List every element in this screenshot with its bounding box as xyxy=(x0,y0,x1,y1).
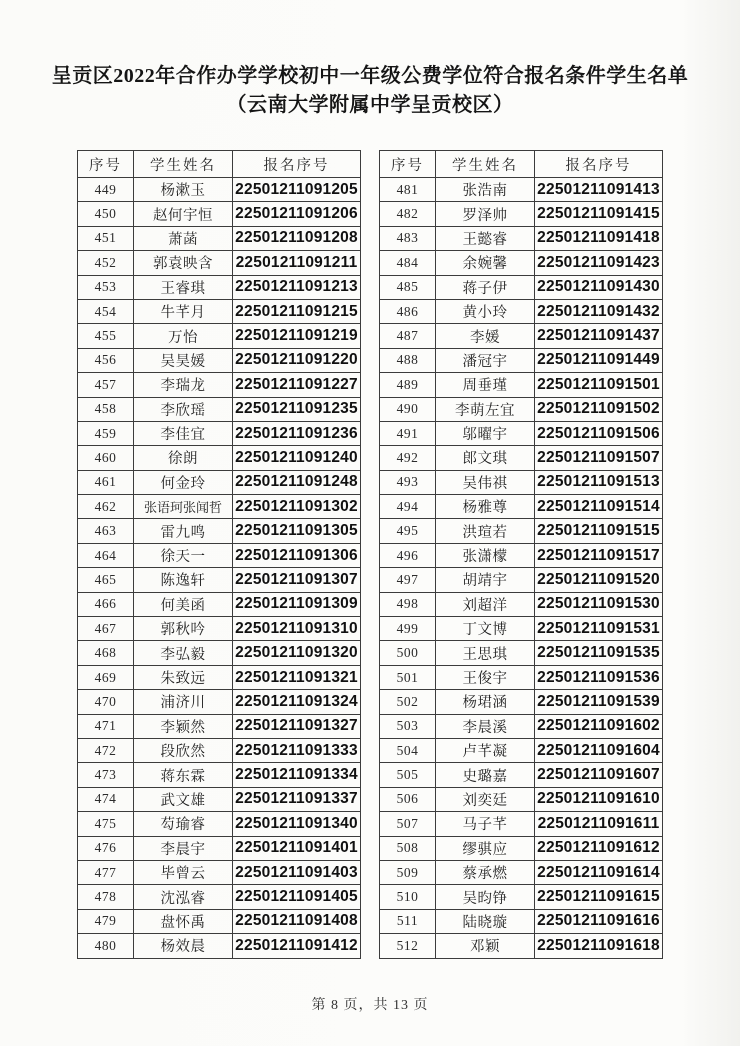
seq-cell: 500 xyxy=(380,641,436,665)
student-name-cell: 何美函 xyxy=(134,592,233,616)
registration-number-cell: 22501211091208 xyxy=(233,226,361,250)
registration-number-cell: 22501211091612 xyxy=(535,836,663,860)
student-name-cell: 李佳宜 xyxy=(134,421,233,445)
seq-cell: 482 xyxy=(380,202,436,226)
registration-number-cell: 22501211091515 xyxy=(535,519,663,543)
student-row xyxy=(78,665,361,689)
seq-cell: 494 xyxy=(380,495,436,519)
registration-number-cell: 22501211091302 xyxy=(233,495,361,519)
student-row xyxy=(380,324,663,348)
student-row xyxy=(380,738,663,762)
registration-number-cell: 22501211091324 xyxy=(233,690,361,714)
student-name-cell: 潘冠宇 xyxy=(436,348,535,372)
student-row xyxy=(380,836,663,860)
student-name-cell: 蔡承燃 xyxy=(436,860,535,884)
student-row xyxy=(380,860,663,884)
registration-number-cell: 22501211091240 xyxy=(233,446,361,470)
student-name-cell: 王懿睿 xyxy=(436,226,535,250)
registration-number-cell: 22501211091502 xyxy=(535,397,663,421)
seq-cell: 502 xyxy=(380,690,436,714)
seq-cell: 492 xyxy=(380,446,436,470)
student-row xyxy=(380,885,663,909)
student-name-cell: 杨雅尊 xyxy=(436,495,535,519)
student-name-cell: 浦济川 xyxy=(134,690,233,714)
seq-cell: 507 xyxy=(380,812,436,836)
student-row xyxy=(78,763,361,787)
student-name-cell: 陆晓璇 xyxy=(436,909,535,933)
seq-cell: 499 xyxy=(380,617,436,641)
seq-cell: 504 xyxy=(380,738,436,762)
student-name-cell: 牛芊月 xyxy=(134,299,233,323)
registration-number-cell: 22501211091248 xyxy=(233,470,361,494)
student-name-cell: 萧菡 xyxy=(134,226,233,250)
seq-cell: 497 xyxy=(380,568,436,592)
student-name-cell: 郎文琪 xyxy=(436,446,535,470)
student-row xyxy=(380,421,663,445)
student-name-cell: 李晨溪 xyxy=(436,714,535,738)
registration-number-cell: 22501211091614 xyxy=(535,860,663,884)
registration-number-cell: 22501211091607 xyxy=(535,763,663,787)
student-name-cell: 芶瑜睿 xyxy=(134,812,233,836)
column-header-seq: 序号 xyxy=(78,151,134,178)
registration-number-cell: 22501211091320 xyxy=(233,641,361,665)
student-name-cell: 邓颖 xyxy=(436,934,535,958)
student-name-cell: 李晨宇 xyxy=(134,836,233,860)
seq-cell: 477 xyxy=(78,860,134,884)
student-row xyxy=(78,446,361,470)
seq-cell: 489 xyxy=(380,373,436,397)
student-name-cell: 张潇檬 xyxy=(436,543,535,567)
student-row xyxy=(380,275,663,299)
registration-number-cell: 22501211091501 xyxy=(535,373,663,397)
seq-cell: 466 xyxy=(78,592,134,616)
student-name-cell: 王睿琪 xyxy=(134,275,233,299)
student-tables xyxy=(0,150,740,959)
seq-cell: 470 xyxy=(78,690,134,714)
seq-cell: 505 xyxy=(380,763,436,787)
registration-number-cell: 22501211091321 xyxy=(233,665,361,689)
column-header-name: 学生姓名 xyxy=(436,151,535,178)
student-row xyxy=(78,421,361,445)
student-name-cell: 李欣瑶 xyxy=(134,397,233,421)
student-row xyxy=(78,885,361,909)
seq-cell: 463 xyxy=(78,519,134,543)
student-name-cell: 余婉馨 xyxy=(436,251,535,275)
student-row xyxy=(78,714,361,738)
student-row xyxy=(380,519,663,543)
registration-number-cell: 22501211091610 xyxy=(535,787,663,811)
student-row xyxy=(380,470,663,494)
student-name-cell: 何金玲 xyxy=(134,470,233,494)
seq-cell: 476 xyxy=(78,836,134,860)
registration-number-cell: 22501211091531 xyxy=(535,617,663,641)
seq-cell: 462 xyxy=(78,495,134,519)
registration-number-cell: 22501211091334 xyxy=(233,763,361,787)
column-header-name: 学生姓名 xyxy=(134,151,233,178)
seq-cell: 495 xyxy=(380,519,436,543)
student-name-cell: 黄小玲 xyxy=(436,299,535,323)
student-row xyxy=(380,934,663,958)
seq-cell: 468 xyxy=(78,641,134,665)
student-name-cell: 李瑞龙 xyxy=(134,373,233,397)
seq-cell: 459 xyxy=(78,421,134,445)
registration-number-cell: 22501211091437 xyxy=(535,324,663,348)
seq-cell: 464 xyxy=(78,543,134,567)
student-row xyxy=(380,787,663,811)
student-name-cell: 徐天一 xyxy=(134,543,233,567)
seq-cell: 469 xyxy=(78,665,134,689)
registration-number-cell: 22501211091506 xyxy=(535,421,663,445)
seq-cell: 453 xyxy=(78,275,134,299)
seq-cell: 473 xyxy=(78,763,134,787)
document-title-line2: （云南大学附属中学呈贡校区） xyxy=(226,94,514,116)
registration-number-cell: 22501211091449 xyxy=(535,348,663,372)
student-row xyxy=(78,909,361,933)
student-name-cell: 雷九鸣 xyxy=(134,519,233,543)
seq-cell: 486 xyxy=(380,299,436,323)
student-name-cell: 王俊宇 xyxy=(436,665,535,689)
registration-number-cell: 22501211091604 xyxy=(535,738,663,762)
student-name-cell: 邬曜宇 xyxy=(436,421,535,445)
registration-number-cell: 22501211091513 xyxy=(535,470,663,494)
registration-number-cell: 22501211091432 xyxy=(535,299,663,323)
seq-cell: 496 xyxy=(380,543,436,567)
registration-number-cell: 22501211091309 xyxy=(233,592,361,616)
student-name-cell: 陈逸轩 xyxy=(134,568,233,592)
seq-cell: 512 xyxy=(380,934,436,958)
student-name-cell: 杨珺涵 xyxy=(436,690,535,714)
student-name-cell: 刘超洋 xyxy=(436,592,535,616)
student-row xyxy=(380,568,663,592)
student-name-cell: 马子芊 xyxy=(436,812,535,836)
registration-number-cell: 22501211091412 xyxy=(233,934,361,958)
seq-cell: 485 xyxy=(380,275,436,299)
student-row xyxy=(380,690,663,714)
student-row xyxy=(380,226,663,250)
registration-number-cell: 22501211091206 xyxy=(233,202,361,226)
registration-number-cell: 22501211091618 xyxy=(535,934,663,958)
student-row xyxy=(380,446,663,470)
student-row xyxy=(78,519,361,543)
student-name-cell: 蒋子伊 xyxy=(436,275,535,299)
seq-cell: 456 xyxy=(78,348,134,372)
student-row xyxy=(380,543,663,567)
student-row xyxy=(78,324,361,348)
student-name-cell: 郭秋吟 xyxy=(134,617,233,641)
student-row xyxy=(380,714,663,738)
student-row xyxy=(78,860,361,884)
seq-cell: 479 xyxy=(78,909,134,933)
student-name-cell: 李萌左宜 xyxy=(436,397,535,421)
registration-number-cell: 22501211091517 xyxy=(535,543,663,567)
header-row xyxy=(380,151,663,178)
registration-number-cell: 22501211091213 xyxy=(233,275,361,299)
seq-cell: 484 xyxy=(380,251,436,275)
registration-number-cell: 22501211091520 xyxy=(535,568,663,592)
seq-cell: 454 xyxy=(78,299,134,323)
seq-cell: 498 xyxy=(380,592,436,616)
student-row xyxy=(380,299,663,323)
registration-number-cell: 22501211091408 xyxy=(233,909,361,933)
student-name-cell: 刘奕廷 xyxy=(436,787,535,811)
registration-number-cell: 22501211091215 xyxy=(233,299,361,323)
student-name-cell: 吴昊媛 xyxy=(134,348,233,372)
registration-number-cell: 22501211091235 xyxy=(233,397,361,421)
seq-cell: 487 xyxy=(380,324,436,348)
seq-cell: 457 xyxy=(78,373,134,397)
registration-number-cell: 22501211091413 xyxy=(535,178,663,202)
student-name-cell: 卢芊凝 xyxy=(436,738,535,762)
student-name-cell: 张浩南 xyxy=(436,178,535,202)
student-row xyxy=(380,812,663,836)
student-row xyxy=(380,617,663,641)
student-row xyxy=(78,251,361,275)
seq-cell: 465 xyxy=(78,568,134,592)
student-name-cell: 李颖然 xyxy=(134,714,233,738)
registration-number-cell: 22501211091219 xyxy=(233,324,361,348)
student-name-cell: 杨效晨 xyxy=(134,934,233,958)
seq-cell: 478 xyxy=(78,885,134,909)
student-name-cell: 史璐嘉 xyxy=(436,763,535,787)
seq-cell: 510 xyxy=(380,885,436,909)
student-row xyxy=(78,470,361,494)
student-row xyxy=(78,934,361,958)
header-row xyxy=(78,151,361,178)
student-name-cell: 吴伟祺 xyxy=(436,470,535,494)
registration-number-cell: 22501211091236 xyxy=(233,421,361,445)
column-header-reg: 报名序号 xyxy=(535,151,663,178)
registration-number-cell: 22501211091327 xyxy=(233,714,361,738)
registration-number-cell: 22501211091539 xyxy=(535,690,663,714)
registration-number-cell: 22501211091418 xyxy=(535,226,663,250)
seq-cell: 449 xyxy=(78,178,134,202)
seq-cell: 488 xyxy=(380,348,436,372)
student-row xyxy=(380,397,663,421)
student-row xyxy=(380,348,663,372)
student-name-cell: 徐朗 xyxy=(134,446,233,470)
page-number: 第 8 页，共 13 页 xyxy=(311,998,429,1013)
student-name-cell: 万怡 xyxy=(134,324,233,348)
student-row xyxy=(78,592,361,616)
seq-cell: 472 xyxy=(78,738,134,762)
registration-number-cell: 22501211091305 xyxy=(233,519,361,543)
student-name-cell: 沈泓睿 xyxy=(134,885,233,909)
student-row xyxy=(380,251,663,275)
registration-number-cell: 22501211091430 xyxy=(535,275,663,299)
student-table-right xyxy=(379,150,663,959)
student-row xyxy=(78,202,361,226)
student-row xyxy=(78,617,361,641)
student-name-cell: 吴昀铮 xyxy=(436,885,535,909)
student-row xyxy=(380,763,663,787)
student-row xyxy=(380,495,663,519)
student-row xyxy=(78,568,361,592)
student-row xyxy=(380,202,663,226)
student-row xyxy=(78,299,361,323)
registration-number-cell: 22501211091415 xyxy=(535,202,663,226)
registration-number-cell: 22501211091514 xyxy=(535,495,663,519)
seq-cell: 455 xyxy=(78,324,134,348)
seq-cell: 508 xyxy=(380,836,436,860)
registration-number-cell: 22501211091310 xyxy=(233,617,361,641)
registration-number-cell: 22501211091401 xyxy=(233,836,361,860)
student-row xyxy=(380,373,663,397)
registration-number-cell: 22501211091536 xyxy=(535,665,663,689)
registration-number-cell: 22501211091340 xyxy=(233,812,361,836)
seq-cell: 458 xyxy=(78,397,134,421)
seq-cell: 474 xyxy=(78,787,134,811)
student-row xyxy=(78,690,361,714)
student-name-cell: 武文雄 xyxy=(134,787,233,811)
registration-number-cell: 22501211091333 xyxy=(233,738,361,762)
student-name-cell: 丁文博 xyxy=(436,617,535,641)
registration-number-cell: 22501211091211 xyxy=(233,251,361,275)
student-row xyxy=(78,373,361,397)
registration-number-cell: 22501211091205 xyxy=(233,178,361,202)
registration-number-cell: 22501211091220 xyxy=(233,348,361,372)
student-row xyxy=(78,836,361,860)
student-row xyxy=(78,641,361,665)
seq-cell: 490 xyxy=(380,397,436,421)
student-name-cell: 李媛 xyxy=(436,324,535,348)
student-row xyxy=(78,397,361,421)
document-title xyxy=(0,62,740,120)
seq-cell: 501 xyxy=(380,665,436,689)
registration-number-cell: 22501211091535 xyxy=(535,641,663,665)
student-name-cell: 毕曾云 xyxy=(134,860,233,884)
registration-number-cell: 22501211091227 xyxy=(233,373,361,397)
seq-cell: 461 xyxy=(78,470,134,494)
student-name-cell: 洪瑄若 xyxy=(436,519,535,543)
student-row xyxy=(380,178,663,202)
student-row xyxy=(78,738,361,762)
registration-number-cell: 22501211091306 xyxy=(233,543,361,567)
student-row xyxy=(78,178,361,202)
student-name-cell: 段欣然 xyxy=(134,738,233,762)
registration-number-cell: 22501211091337 xyxy=(233,787,361,811)
student-table-left xyxy=(77,150,361,959)
student-name-cell: 杨漱玉 xyxy=(134,178,233,202)
student-name-cell: 盘怀禹 xyxy=(134,909,233,933)
seq-cell: 481 xyxy=(380,178,436,202)
student-name-cell: 周垂瑾 xyxy=(436,373,535,397)
student-name-cell: 罗泽帅 xyxy=(436,202,535,226)
registration-number-cell: 22501211091602 xyxy=(535,714,663,738)
student-name-cell: 胡靖宇 xyxy=(436,568,535,592)
column-header-reg: 报名序号 xyxy=(233,151,361,178)
registration-number-cell: 22501211091507 xyxy=(535,446,663,470)
registration-number-cell: 22501211091405 xyxy=(233,885,361,909)
seq-cell: 491 xyxy=(380,421,436,445)
student-row xyxy=(380,592,663,616)
student-row xyxy=(78,495,361,519)
registration-number-cell: 22501211091611 xyxy=(535,812,663,836)
document-title-line1: 呈贡区2022年合作办学学校初中一年级公费学位符合报名条件学生名单 xyxy=(51,65,689,87)
student-name-cell: 张语珂张闻哲 xyxy=(134,495,233,519)
student-row xyxy=(78,787,361,811)
student-row xyxy=(78,348,361,372)
student-name-cell: 朱致远 xyxy=(134,665,233,689)
seq-cell: 467 xyxy=(78,617,134,641)
seq-cell: 451 xyxy=(78,226,134,250)
student-row xyxy=(78,226,361,250)
registration-number-cell: 22501211091615 xyxy=(535,885,663,909)
student-row xyxy=(78,275,361,299)
student-name-cell: 郭袁映含 xyxy=(134,251,233,275)
student-row xyxy=(380,641,663,665)
seq-cell: 460 xyxy=(78,446,134,470)
registration-number-cell: 22501211091530 xyxy=(535,592,663,616)
student-row xyxy=(78,812,361,836)
seq-cell: 452 xyxy=(78,251,134,275)
seq-cell: 483 xyxy=(380,226,436,250)
registration-number-cell: 22501211091616 xyxy=(535,909,663,933)
student-row xyxy=(380,665,663,689)
student-name-cell: 李弘毅 xyxy=(134,641,233,665)
seq-cell: 503 xyxy=(380,714,436,738)
seq-cell: 511 xyxy=(380,909,436,933)
registration-number-cell: 22501211091423 xyxy=(535,251,663,275)
registration-number-cell: 22501211091403 xyxy=(233,860,361,884)
seq-cell: 509 xyxy=(380,860,436,884)
student-row xyxy=(78,543,361,567)
seq-cell: 450 xyxy=(78,202,134,226)
registration-number-cell: 22501211091307 xyxy=(233,568,361,592)
seq-cell: 480 xyxy=(78,934,134,958)
student-name-cell: 蒋东霖 xyxy=(134,763,233,787)
student-name-cell: 王思琪 xyxy=(436,641,535,665)
seq-cell: 506 xyxy=(380,787,436,811)
seq-cell: 475 xyxy=(78,812,134,836)
student-name-cell: 缪骐应 xyxy=(436,836,535,860)
student-name-cell: 赵何宇恒 xyxy=(134,202,233,226)
seq-cell: 471 xyxy=(78,714,134,738)
column-header-seq: 序号 xyxy=(380,151,436,178)
seq-cell: 493 xyxy=(380,470,436,494)
student-row xyxy=(380,909,663,933)
